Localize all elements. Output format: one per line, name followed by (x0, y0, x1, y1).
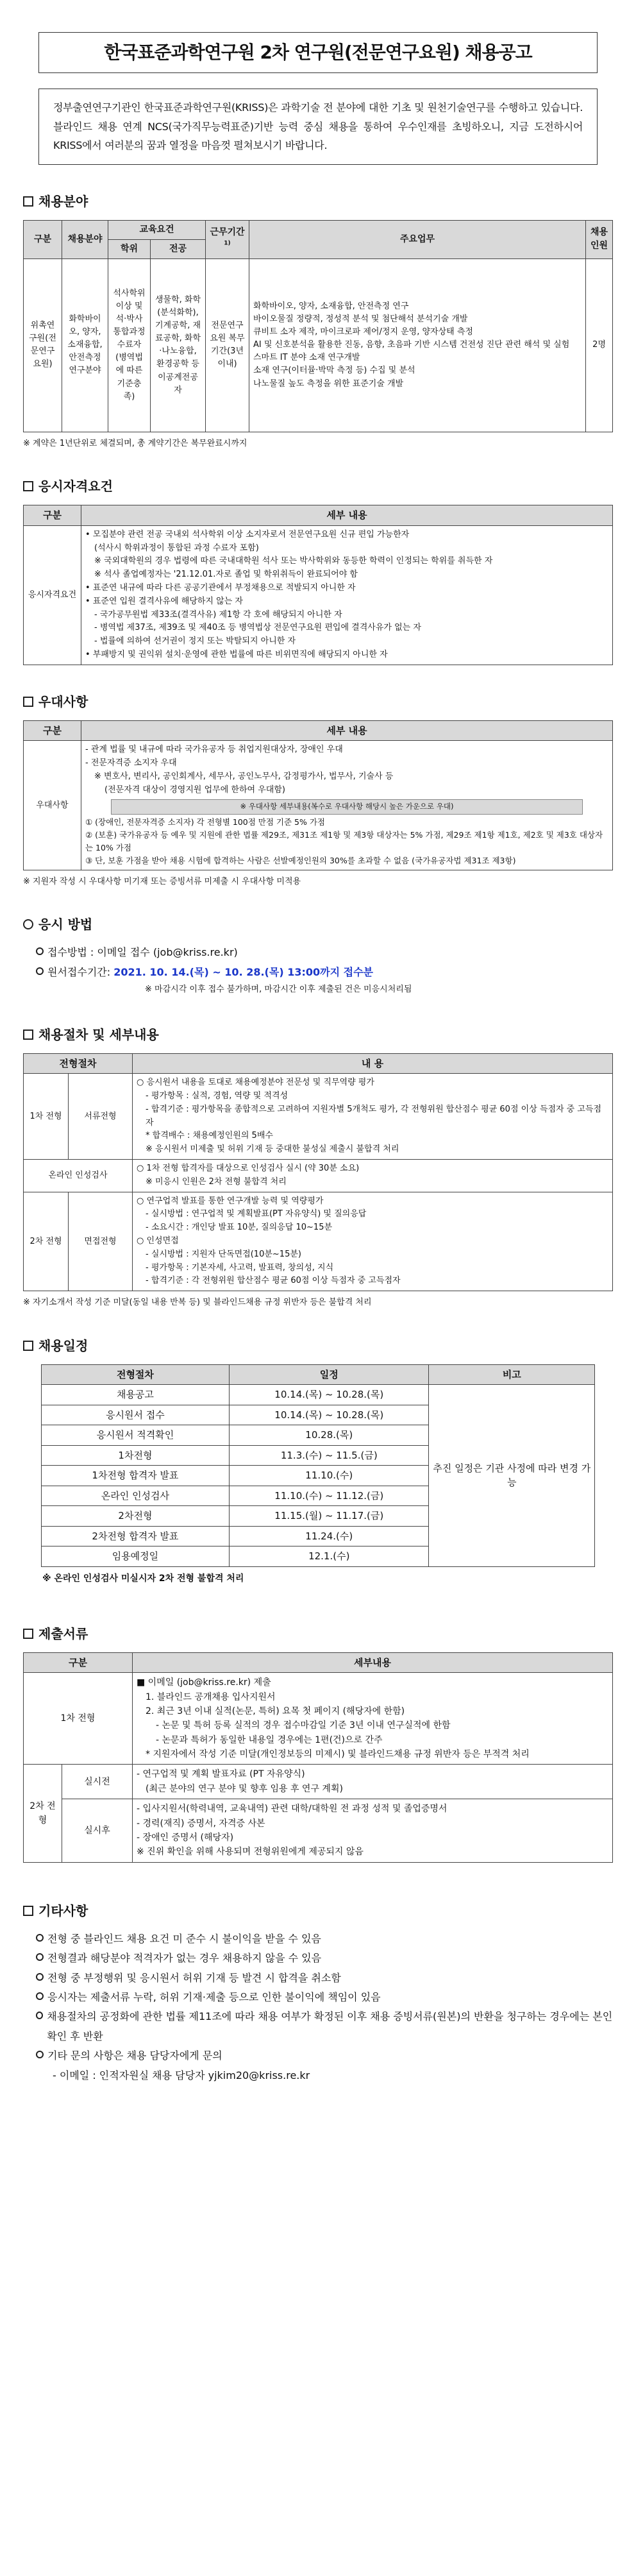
section-field-heading (23, 192, 613, 211)
pref-note: ② (보훈) 국가유공자 등 예우 및 지원에 관한 법률 제29조, 제31조 제1항 및 제3항 대상자는 5% 가점, 제29조 제1항 제1호, 제2호 및 제3호 대상자는 10% 가점 (85, 829, 603, 852)
duty-item: 바이오물질 정량적, 정성적 분석 및 첨단해석 분석기술 개발 (253, 314, 468, 324)
sched-th-stage: 전형절차 (41, 1364, 230, 1385)
method-receive: 접수방법 : 이메일 접수 (job@kriss.re.kr) (47, 946, 238, 959)
misc-item-text: 전형 중 부정행위 및 응시원서 허위 기재 등 발견 시 합격을 취소함 (47, 1971, 341, 1984)
field-major-cell: 생물학, 화학(분석화학), 기계공학, 재료공학, 화학·나노융합, 환경공학 등 이공계전공자 (151, 258, 206, 432)
proc-item: ○ 1차 전형 합격자를 대상으로 인성검사 실시 (약 30분 소요) (137, 1163, 360, 1173)
section-procedure-title: 채용절차 및 세부내용 (38, 1026, 159, 1042)
misc-item-text: 응시자는 제출서류 누락, 허위 기재·제출 등으로 인한 불이익에 책임이 있음 (47, 1990, 381, 2003)
sched-date: 10.14.(목) ~ 10.28.(목) (230, 1385, 429, 1405)
pref-item: - 관계 법률 및 내규에 따라 국가유공자 등 취업지원대상자, 장애인 우대 (85, 745, 343, 755)
field-th-degree: 학위 (108, 239, 151, 258)
field-term-cell: 전문연구요원 복무기간(3년 이내) (206, 258, 249, 432)
proc-item: - 합격기준 : 각 전형위원 합산점수 평균 60점 이상 득점자 중 고득점자 (146, 1276, 401, 1286)
docs-item: - 입사지원서(학력내역, 교육내역) 관련 대학/대학원 전 과정 성적 및 졸업증명서 (137, 1804, 448, 1815)
square-bullet-icon (23, 481, 33, 491)
field-th-count: 채용인원 (586, 220, 613, 258)
proc-item: * 합격배수 : 채용예정인원의 5배수 (146, 1131, 273, 1141)
proc-stage1-cell: 1차 전형 (24, 1074, 69, 1160)
square-bullet-icon (23, 1906, 33, 1916)
field-th-term: 근무기간$^{1)}$ (206, 220, 249, 258)
proc-doc-detail-cell (133, 1074, 613, 1160)
pref-th-detail: 세부 내용 (81, 720, 613, 741)
sched-stage: 2차전형 (41, 1506, 230, 1527)
docs-item: - 연구업적 및 계획 발표자료 (PT 자유양식) (137, 1769, 305, 1780)
qual-item: (석사시 학위과정이 통합된 과정 수료자 포함) (94, 543, 259, 553)
pref-note: ① (장애인, 전문자격증 소지자) 각 전형별 100점 만점 기준 5% 가점 (85, 817, 326, 827)
method-block (36, 943, 613, 997)
pref-item: (전문자격 대상이 경영지원 업무에 한하여 우대함) (105, 784, 285, 795)
field-duties-cell (249, 258, 586, 432)
sched-date: 11.10.(수) ~ 11.12.(금) (230, 1486, 429, 1506)
docs-stage2-cell: 2차 전형 (24, 1765, 62, 1862)
docs-th-gubun: 구분 (24, 1652, 133, 1673)
docs-post-label: 실시후 (62, 1799, 133, 1863)
duty-item: AI 및 신호분석을 활용한 진동, 음향, 초음파 기반 시스템 건전성 진단 관련 해석 및 실험 (253, 340, 570, 350)
circle-bullet-icon (36, 1953, 44, 1961)
list-item (36, 1929, 613, 1949)
sched-stage: 1차전형 (41, 1445, 230, 1466)
sched-stage: 1차전형 합격자 발표 (41, 1466, 230, 1486)
docs-item: - 경력(재직) 증명서, 자격증 사본 (137, 1818, 265, 1829)
duty-item: 큐비트 소자 제작, 마이크로파 제어/정지 운영, 양자상태 측정 (253, 327, 473, 337)
method-receive-row (36, 943, 613, 962)
field-area-cell: 화학바이오, 양자, 소재융합, 안전측정연구분야 (62, 258, 108, 432)
section-procedure-heading (23, 1025, 613, 1044)
list-item (36, 2007, 613, 2046)
docs-item: ※ 진위 확인을 위해 사용되며 전형위원에게 제공되지 않음 (137, 1847, 364, 1858)
section-method-heading (23, 915, 613, 934)
proc-interview-detail-cell (133, 1192, 613, 1291)
square-bullet-icon (23, 697, 33, 707)
pref-item: - 전문자격증 소지자 우대 (85, 758, 177, 768)
proc-item: - 평가항목 : 실적, 경험, 역량 및 적격성 (146, 1090, 289, 1101)
duty-item: 화학바이오, 양자, 소재융합, 안전측정 연구 (253, 301, 409, 311)
proc-stage2-cell: 2차 전형 (24, 1192, 69, 1291)
sched-date: 10.14.(목) ~ 10.28.(목) (230, 1405, 429, 1425)
duty-item: 소재 연구(이터뮬·박막 측정 등) 수집 및 분석 (253, 366, 415, 376)
misc-item-text: 기타 문의 사항은 채용 담당자에게 문의 (47, 2049, 222, 2062)
proc-item: - 소요시간 : 개인당 발표 10분, 질의응답 10~15분 (146, 1223, 333, 1233)
section-method-title: 응시 방법 (38, 917, 93, 933)
list-item (36, 2046, 613, 2065)
pref-detail-box: ※ 우대사항 세부내용(복수로 우대사항 해당시 높은 가운으로 우대) (111, 799, 583, 814)
square-bullet-icon (23, 196, 33, 207)
qual-th-gubun: 구분 (24, 505, 81, 526)
sched-date: 11.10.(수) (230, 1466, 429, 1486)
docs-item: - 논문 및 특허 등록 실적의 경우 접수마감일 기준 3년 이내 연구실적에 한함 (156, 1720, 451, 1731)
sched-date: 10.28.(목) (230, 1425, 429, 1446)
pref-label-cell: 우대사항 (24, 741, 81, 870)
docs-item: 1. 블라인드 공개채용 입사지원서 (146, 1691, 276, 1702)
pref-note: ③ 단, 보훈 가점을 받아 채용 시험에 합격하는 사람은 선발예정인원의 30%를 초과할 수 없음 (국가유공자법 제31조 제3항) (85, 855, 516, 865)
docs-item: * 지원자에서 작성 기준 미달(개인정보등의 미제시) 및 블라인드채용 규정 위반자 등은 부적격 처리 (146, 1749, 530, 1760)
sched-stage: 2차전형 합격자 발표 (41, 1526, 230, 1546)
circle-bullet-icon (36, 947, 44, 955)
procedure-table (23, 1053, 613, 1291)
section-field-title: 채용분야 (38, 193, 88, 209)
field-count-cell: 2명 (586, 258, 613, 432)
duty-item: 나노물질 높도 측정을 위한 표준기술 개발 (253, 378, 404, 389)
pref-item: ※ 변호사, 변리사, 공인회계사, 세무사, 공인노무사, 감정평가사, 법무사, 기술사 등 (94, 771, 394, 781)
qual-detail-cell (81, 525, 613, 665)
sched-stage: 응시원서 접수 (41, 1405, 230, 1425)
section-schedule-title: 채용일정 (38, 1337, 88, 1353)
sched-stage: 응시원서 적격확인 (41, 1425, 230, 1446)
table-row (41, 1385, 595, 1405)
docs-item: 2. 최근 3년 이내 실적(논문, 특허) 요목 첫 페이지 (해당자에 한함) (146, 1706, 405, 1716)
sched-th-date: 일정 (230, 1364, 429, 1385)
section-docs-heading (23, 1624, 613, 1643)
sched-note-cell: 추진 일정은 기관 사정에 따라 변경 가능 (429, 1385, 595, 1567)
proc-item: ※ 응시원서 미제출 및 허위 기재 등 중대한 불성실 제출시 불합격 처리 (146, 1144, 399, 1155)
qual-item: • 부패방지 및 권익위 설치·운영에 관한 법률에 따른 비위면직에 해당되지 아니한 자 (85, 649, 388, 659)
misc-item-text: 채용절차의 공정화에 관한 법률 제11조에 따라 채용 여부가 확정된 이후 채용 증빙서류(원본)의 반환을 청구하는 경우에는 본인 확인 후 반환 (47, 2010, 613, 2042)
qual-item: - 법률에 의하여 선거권이 정지 또는 박탈되지 아니한 자 (94, 636, 296, 647)
pref-th-gubun: 구분 (24, 720, 81, 741)
misc-item-text: 전형결과 해당분야 적격자가 없는 경우 채용하지 않을 수 있음 (47, 1952, 322, 1965)
section-misc-heading (23, 1901, 613, 1920)
title-box (38, 32, 598, 73)
pref-footnote: ※ 지원자 작성 시 우대사항 미기재 또는 증빙서류 미제출 시 우대사항 미적용 (23, 876, 301, 886)
field-note: ※ 계약은 1년단위로 체결되며, 총 계약기간은 복무완료시까지 (23, 438, 247, 448)
section-pref-title: 우대사항 (38, 693, 88, 709)
docs-stage1-cell: 1차 전형 (24, 1673, 133, 1765)
misc-item-text: 전형 중 블라인드 채용 요건 미 준수 시 불이익을 받을 수 있음 (47, 1932, 321, 1945)
proc-item: - 실시방법 : 지원자 단독면접(10분~15분) (146, 1249, 301, 1259)
square-bullet-icon (23, 1629, 33, 1639)
docs-item: - 논문과 특허가 동일한 내용일 경우에는 1편(건)으로 간주 (156, 1734, 383, 1745)
section-misc-title: 기타사항 (38, 1902, 88, 1919)
sched-stage: 채용공고 (41, 1385, 230, 1405)
sched-date: 11.15.(월) ~ 11.17.(금) (230, 1506, 429, 1527)
docs-table (23, 1652, 613, 1863)
proc-item: ○ 연구업적 발표를 통한 연구개발 능력 및 역량평가 (137, 1196, 324, 1206)
circle-bullet-icon (36, 1973, 44, 1981)
pref-detail-cell (81, 741, 613, 870)
qual-label-cell: 응시자격요건 (24, 525, 81, 665)
circle-bullet-icon (36, 967, 44, 975)
sched-date: 12.1.(수) (230, 1546, 429, 1567)
contact-line: - 이메일 : 인적자원실 채용 담당자 yjkim20@kriss.re.kr (53, 2069, 310, 2081)
proc-item: - 실시방법 : 연구업적 및 계획발표(PT 자유양식) 및 질의응답 (146, 1209, 367, 1219)
section-qual-title: 응시자격요건 (38, 479, 113, 495)
square-bullet-icon (23, 1341, 33, 1351)
intro-paragraph: 정부출연연구기관인 한국표준과학연구원(KRISS)은 과학기술 전 분야에 대한 기초 및 원천기술연구를 수행하고 있습니다. 블라인드 채용 연계 NCS(국가직무능력표준)기반 능력 중심 채용을 통하여 우수인재를 초빙하오니, 지금 도전하시어 KRISS에서 여러분의 꿈과 열정을 마음껏 펼쳐보시기 바랍니다. (38, 89, 598, 165)
field-th-duties: 주요업무 (249, 220, 586, 258)
list-item (36, 1949, 613, 1968)
proc-item: - 합격기준 : 평가항목을 종합적으로 고려하여 지원자별 5개척도 평가, 각 전형위원 합산점수 평균 60점 이상 득점자 중 고득점자 (146, 1104, 602, 1128)
qual-th-detail: 세부 내용 (81, 505, 613, 526)
misc-list (36, 1929, 613, 2085)
proc-doc-review-cell: 서류전형 (69, 1074, 133, 1160)
duty-item: 스마트 IT 분야 소재 연구개발 (253, 353, 360, 363)
schedule-footnote: ※ 온라인 인성검사 미실시자 2차 전형 불합격 처리 (42, 1573, 244, 1584)
section-schedule-heading (23, 1336, 613, 1355)
proc-item: - 평가항목 : 기본자세, 사고력, 발표력, 창의성, 지식 (146, 1262, 334, 1273)
procedure-footnote: ※ 자기소개서 작성 기준 미달(동일 내용 반복 등) 및 블라인드채용 규정 위반자 등은 불합격 처리 (23, 1298, 372, 1308)
sched-stage: 온라인 인성검사 (41, 1486, 230, 1506)
docs-th-detail: 세부내용 (133, 1652, 613, 1673)
docs-pre-detail (133, 1765, 613, 1799)
page-title: 한국표준과학연구원 2차 연구원(전문연구요원) 채용공고 (104, 42, 532, 63)
list-item (36, 1988, 613, 2007)
circle-bullet-icon (23, 919, 33, 929)
method-note: ※ 마감시각 이후 접수 불가하며, 마감시간 이후 제출된 건은 미응시처리됨 (145, 984, 412, 994)
proc-item: ※ 미응시 인원은 2차 전형 불합격 처리 (146, 1176, 287, 1187)
qual-item: - 병역법 제37조, 제39조 및 제40조 등 병역법상 전문연구요원 편입에 결격사유가 없는 자 (94, 623, 421, 633)
sched-stage: 임용예정일 (41, 1546, 230, 1567)
proc-th-stage: 전형절차 (24, 1053, 133, 1074)
proc-item: ○ 인성면접 (137, 1235, 179, 1246)
docs-stage1-detail (133, 1673, 613, 1765)
field-th-major: 전공 (151, 239, 206, 258)
method-period-row (36, 963, 613, 982)
section-qual-heading (23, 477, 613, 496)
docs-item: (최근 분야의 연구 분야 및 향후 임용 후 연구 계획) (146, 1783, 343, 1794)
field-th-area: 채용분야 (62, 220, 108, 258)
proc-online-cell: 온라인 인성검사 (24, 1159, 133, 1192)
docs-pre-label: 실시전 (62, 1765, 133, 1799)
circle-bullet-icon (36, 1992, 44, 2000)
field-table (23, 220, 613, 432)
qual-item: ※ 석사 졸업예정자는 '21.12.01.자로 졸업 및 학위취득이 완료되어야 함 (94, 570, 358, 580)
circle-bullet-icon (36, 2051, 44, 2058)
circle-bullet-icon (36, 2012, 43, 2019)
qual-item: ※ 국외대학원의 경우 법령에 따른 국내대학원 석사 또는 박사학위와 동등한 학력이 인정되는 학위를 취득한 자 (94, 556, 493, 566)
list-item (36, 1969, 613, 1988)
proc-th-detail: 내 용 (133, 1053, 613, 1074)
schedule-table (41, 1364, 596, 1567)
circle-bullet-icon (36, 1934, 44, 1942)
sched-th-note: 비고 (429, 1364, 595, 1385)
sched-date: 11.24.(수) (230, 1526, 429, 1546)
section-pref-heading (23, 692, 613, 711)
method-period-value: 2021. 10. 14.(목) ~ 10. 28.(목) 13:00까지 접수분 (113, 965, 373, 978)
section-docs-title: 제출서류 (38, 1625, 88, 1641)
qual-table (23, 505, 613, 665)
qual-item: • 모집분야 관련 전공 국내외 석사학위 이상 소지자로서 전문연구요원 신규 편입 가능한자 (85, 529, 410, 539)
proc-item: ○ 응시원서 내용을 토대로 채용예정분야 전문성 및 직무역량 평가 (137, 1078, 374, 1088)
qual-item: - 국가공무원법 제33조(결격사유) 제1항 각 호에 해당되지 아니한 자 (94, 609, 342, 620)
docs-item: ■ 이메일 (job@kriss.re.kr) 제출 (137, 1677, 271, 1688)
docs-post-detail (133, 1799, 613, 1863)
square-bullet-icon (23, 1030, 33, 1040)
qual-item: • 표준연 입원 결격사유에 해당하지 않는 자 (85, 596, 243, 606)
field-th-gubun: 구분 (24, 220, 62, 258)
method-period-label: 원서접수기간: (47, 965, 111, 978)
proc-online-detail-cell (133, 1159, 613, 1192)
qual-item: • 표준연 내규에 따라 다른 공공기관에서 부정채용으로 적발되지 아니한 자 (85, 582, 356, 593)
proc-interview-cell: 면접전형 (69, 1192, 133, 1291)
docs-item: - 장애인 증명서 (해당자) (137, 1833, 234, 1843)
pref-table (23, 720, 613, 870)
field-th-edu: 교육요건 (108, 220, 206, 239)
field-degree-cell: 석사학위 이상 및 석·박사 통합과정 수료자(병역법에 따른 기준충족) (108, 258, 151, 432)
field-gubun-cell: 위촉연구원(전문연구요원) (24, 258, 62, 432)
sched-date: 11.3.(수) ~ 11.5.(금) (230, 1445, 429, 1466)
